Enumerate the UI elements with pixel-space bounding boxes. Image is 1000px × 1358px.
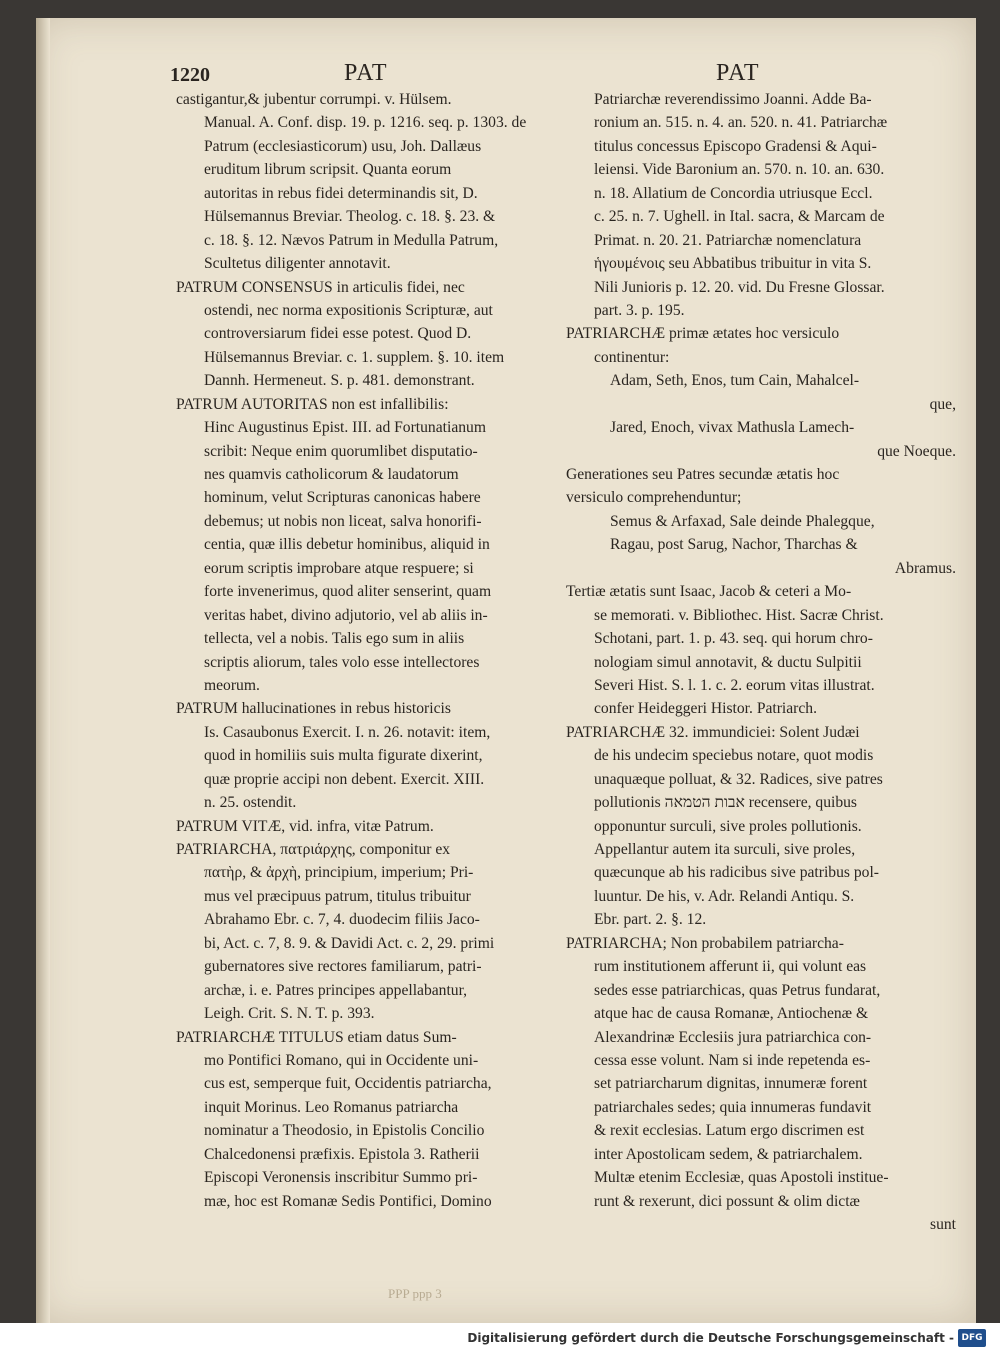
text-line: Ragau, post Sarug, Nachor, Tharchas & <box>610 536 858 554</box>
text-line: PATRIARCHA; Non probabilem patriarcha- <box>566 934 844 952</box>
text-line: eorum scriptis improbare atque respuere; si <box>204 559 474 577</box>
text-line: Abramus. <box>894 559 956 577</box>
text-line: confer Heideggeri Histor. Patriarch. <box>594 700 817 718</box>
text-line: quod in homiliis suis multa figurate dixerint, <box>204 747 483 765</box>
text-line: titulus concessus Episcopo Gradensi & Aqui- <box>594 137 877 155</box>
text-line: n. 25. ostendit. <box>204 794 297 812</box>
text-line: Abrahamo Ebr. c. 7, 4. duodecim filiis Jaco- <box>204 911 480 929</box>
text-line: Jared, Enoch, vivax Mathusla Lamech- <box>610 419 855 437</box>
text-line: Is. Casaubonus Exercit. I. n. 26. notavit: item, <box>204 723 491 741</box>
page-number: 1220 <box>170 64 210 86</box>
text-line: PATRUM VITÆ, vid. infra, vitæ Patrum. <box>176 817 434 835</box>
text-line: PATRIARCHÆ TITULUS etiam datus Sum- <box>176 1028 457 1046</box>
text-line: forte invenerimus, quod aliter senserint, quam <box>204 583 492 601</box>
funding-credit: Digitalisierung gefördert durch die Deutsche Forschungsgemeinschaft - <box>467 1331 954 1345</box>
text-line: de his undecim speciebus notare, quot modis <box>594 747 874 765</box>
text-line: runt & rexerunt, dici possunt & olim dictæ <box>594 1192 860 1210</box>
text-line: sunt <box>930 1216 956 1233</box>
text-line: PATRUM AUTORITAS non est infallibilis: <box>176 395 449 413</box>
text-line: Episcopi Veronensis inscribitur Summo pri- <box>204 1169 478 1187</box>
text-line: bi, Act. c. 7, 8. 9. & Davidi Act. c. 2, 29. primi <box>204 934 495 952</box>
text-line: c. 18. §. 12. Nævos Patrum in Medulla Patrum, <box>204 231 499 249</box>
text-line: autoritas in rebus fidei determinandis sit, D. <box>204 184 478 202</box>
text-line: ἡγουμένοις seu Abbatibus tribuitur in vita S. <box>594 255 872 273</box>
text-line: Multæ etenim Ecclesiæ, quas Apostoli institue- <box>594 1169 889 1187</box>
text-line: set patriarcharum dignitas, innumeræ forent <box>594 1075 868 1093</box>
left-text-column <box>176 88 561 1213</box>
text-line: nes quamvis catholicorum & laudatorum <box>204 466 459 483</box>
text-line: quæ proprie accipi non debent. Exercit. XIII. <box>204 770 485 788</box>
text-line: nominatur a Theodosio, in Epistolis Concilio <box>204 1122 485 1140</box>
text-line: Dannh. Hermeneut. S. p. 481. demonstrant. <box>204 372 475 390</box>
text-line: atque hac de causa Romanæ, Antiochenæ & <box>594 1005 869 1023</box>
text-line: eruditum librum scripsit. Quanta eorum <box>204 161 452 179</box>
left-running-head: PAT <box>344 60 388 86</box>
text-line: & rexit ecclesias. Latum ergo discrimen est <box>594 1122 865 1140</box>
text-line: Hülsemannus Breviar. c. 1. supplem. §. 10. item <box>204 348 505 366</box>
text-line: Adam, Seth, Enos, tum Cain, Mahalcel- <box>610 372 860 390</box>
text-line: πατὴρ, & ἀρχὴ, principium, imperium; Pri- <box>204 864 474 882</box>
text-line: pollutionis אבות הטמאה recensere, quibus <box>594 794 858 812</box>
text-line: archæ, i. e. Patres principes appellabantur, <box>204 981 468 999</box>
text-line: centia, quæ illis debetur hominibus, aliquid in <box>204 536 490 554</box>
text-line: Leigh. Crit. S. N. T. p. 393. <box>204 1005 375 1023</box>
text-line: controversiarum fidei esse potest. Quod D. <box>204 325 472 343</box>
signature-mark: PPP ppp 3 <box>388 1286 442 1301</box>
text-line: Primat. n. 20. 21. Patriarchæ nomenclatura <box>594 231 862 249</box>
text-line: Patrum (ecclesiasticorum) usu, Joh. Dallæus <box>204 137 482 155</box>
text-line: mo Pontifici Romano, qui in Occidente uni- <box>204 1051 479 1069</box>
text-line: part. 3. p. 195. <box>594 301 685 319</box>
text-line: rum institutionem afferunt ii, qui volunt eas <box>594 958 867 976</box>
page-header <box>36 58 976 88</box>
text-line: Hinc Augustinus Epist. III. ad Fortunatianum <box>204 419 486 437</box>
text-line: Scultetus diligenter annotavit. <box>204 255 391 273</box>
text-line: veritas habet, divino adjutorio, vel ab aliis in- <box>204 606 488 624</box>
text-line: Chalcedonensi præfixis. Epistola 3. Ratherii <box>204 1145 480 1163</box>
dfg-logo-icon: DFG <box>958 1329 986 1347</box>
text-line: inter Apostolicam sedem, & patriarchalem. <box>594 1145 863 1163</box>
text-line: Generationes seu Patres secundæ ætatis hoc <box>566 466 840 483</box>
text-line: PATRIARCHÆ 32. immundiciei: Solent Judæi <box>566 723 860 741</box>
text-line: Ebr. part. 2. §. 12. <box>594 911 707 929</box>
text-line: PATRIARCHÆ primæ ætates hoc versiculo <box>566 325 840 343</box>
text-line: mus vel præcipuus patrum, titulus tribuitur <box>204 887 471 905</box>
text-line: PATRUM hallucinationes in rebus historicis <box>176 700 451 718</box>
text-line: scriptis aliorum, tales volo esse intellectores <box>204 653 480 671</box>
text-line: patriarchales sedes; quia innumeras fundavit <box>594 1098 872 1116</box>
text-line: PATRUM CONSENSUS in articulis fidei, nec <box>176 278 465 296</box>
text-line: Patriarchæ reverendissimo Joanni. Adde Ba- <box>594 91 872 108</box>
text-line: gubernatores sive rectores familiarum, patri- <box>204 958 482 976</box>
text-line: ronium an. 515. n. 4. an. 520. n. 41. Patriarchæ <box>594 114 888 132</box>
text-line: debemus; ut nobis non liceat, salva honorifi- <box>204 512 482 530</box>
text-line: n. 18. Allatium de Concordia utriusque Eccl. <box>594 184 873 202</box>
text-line: Manual. A. Conf. disp. 19. p. 1216. seq. p. 1303. de <box>204 114 527 132</box>
text-line: mæ, hoc est Romanæ Sedis Pontifici, Domino <box>204 1192 492 1210</box>
text-line: Alexandrinæ Ecclesiis jura patriarchica con- <box>594 1028 872 1046</box>
text-line: cus est, semperque fuit, Occidentis patriarcha, <box>204 1075 492 1093</box>
text-line: sedes esse patriarchicas, quas Petrus fundarat, <box>594 981 881 999</box>
text-line: scribit: Neque enim quorumlibet disputatio- <box>204 442 478 460</box>
text-line: nologiam simul annotavit, & ductu Sulpitii <box>594 653 862 671</box>
text-line: que, <box>929 395 956 413</box>
text-line: Hülsemannus Breviar. Theolog. c. 18. §. 23. & <box>204 208 496 226</box>
text-line: Appellantur autem ita surculi, sive proles, <box>594 841 856 858</box>
digitization-footer <box>0 1323 1000 1358</box>
page-spine-shadow <box>36 18 50 1323</box>
text-line: PATRIARCHA, πατριάρχης, componitur ex <box>176 841 451 858</box>
text-line: Schotani, part. 1. p. 43. seq. qui horum chro- <box>594 630 873 648</box>
text-line: Severi Hist. S. l. 1. c. 2. eorum vitas illustrat. <box>594 676 875 694</box>
text-line: Semus & Arfaxad, Sale deinde Phalegque, <box>610 512 875 530</box>
text-line: unaquæque polluat, & 32. Radices, sive patres <box>594 770 883 788</box>
text-line: Tertiæ ætatis sunt Isaac, Jacob & ceteri a Mo- <box>566 583 852 601</box>
text-line: se memorati. v. Bibliothec. Hist. Sacræ Christ. <box>594 606 884 624</box>
text-line: versiculo comprehenduntur; <box>566 489 742 507</box>
text-line: cessa esse volunt. Nam si inde repetenda es- <box>594 1051 871 1069</box>
text-line: tellecta, vel a nobis. Talis ego sum in aliis <box>204 630 465 648</box>
text-line: quæcunque ab his radicibus sive patribus pol- <box>594 864 879 882</box>
text-line: continentur: <box>594 348 670 366</box>
text-line: c. 25. n. 7. Ughell. in Ital. sacra, & Marcam de <box>594 208 885 226</box>
text-line: castigantur,& jubentur corrumpi. v. Hülsem. <box>176 91 452 108</box>
text-line: meorum. <box>204 676 260 694</box>
right-running-head: PAT <box>716 60 760 86</box>
right-text-column <box>566 88 966 1236</box>
book-page <box>36 18 976 1323</box>
text-line: Nili Junioris p. 12. 20. vid. Du Fresne Glossar. <box>594 278 885 296</box>
text-line: luuntur. De his, v. Adr. Relandi Antiqu. S. <box>594 887 855 905</box>
text-line: hominum, velut Scripturas canonicas habere <box>204 489 481 507</box>
text-line: inquit Morinus. Leo Romanus patriarcha <box>204 1098 459 1116</box>
text-line: leiensi. Vide Baronium an. 570. n. 10. an. 630. <box>594 161 885 179</box>
text-line: ostendi, nec norma expositionis Scripturæ, aut <box>204 301 493 319</box>
text-line: que Noeque. <box>877 442 956 460</box>
text-line: opponuntur surculi, sive proles pollutionis. <box>594 817 862 835</box>
